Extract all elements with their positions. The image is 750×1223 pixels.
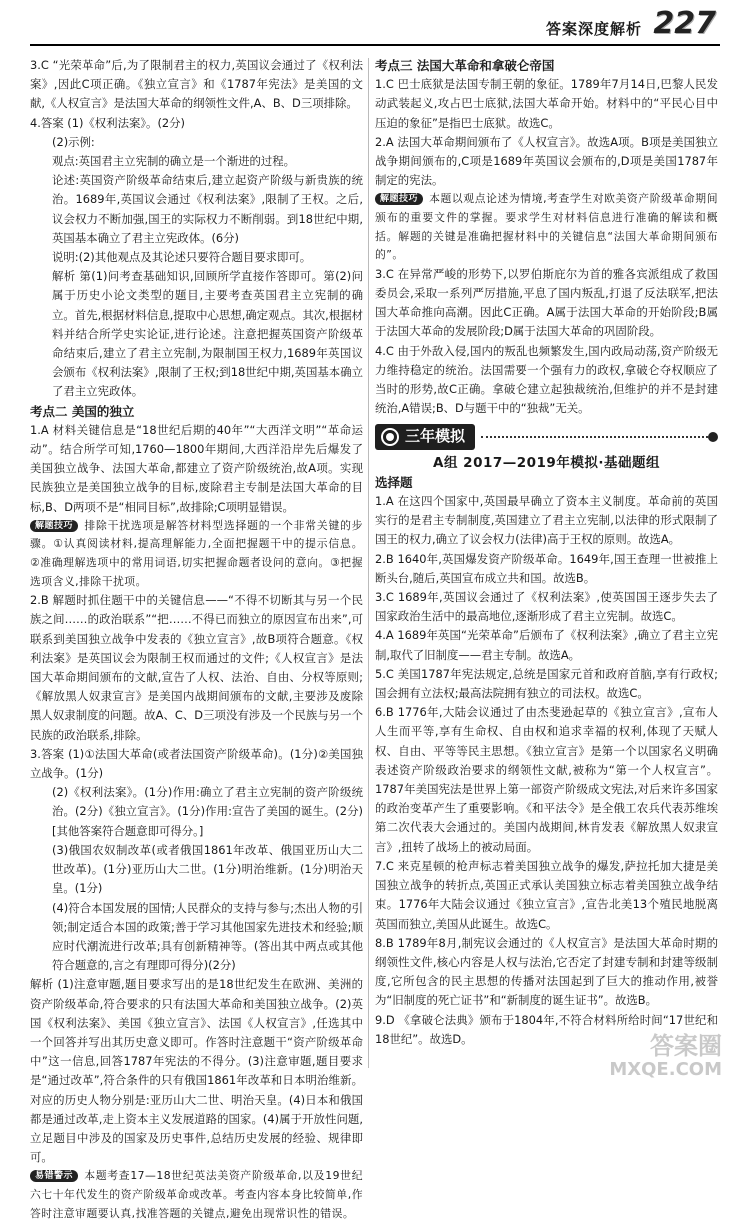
answer-4: 4.答案 (1)《权利法案》。(2分): [30, 115, 185, 130]
mock-q7: 7.C 来克星顿的枪声标志着美国独立战争的爆发,萨拉托加大捷是美国独立战争的转折点,英国正式承认美国独立标志着美国独立战争结束。1776年大陆会议通过《独立宣言》,宣告北美13个殖民地脱离英国而独立,美国从此诞生。故选C。: [375, 858, 718, 931]
answer-3-4: (4)符合本国发展的国情;人民群众的支持与参与;杰出人物的引领;制定适合本国的政策;善于学习其他国家先进技术和经验;顺应时代潮流进行改革;具有创新精神等。(答出其中两点或其他符合题意的,言之有理即可得分)(2分): [52, 900, 363, 973]
section-heading-3: 考点三 法国大革命和拿破仑帝国: [375, 58, 555, 73]
column-divider: [368, 58, 369, 1068]
header-rule: [30, 44, 720, 46]
mock-q5: 5.C 美国1787年宪法规定,总统是国家元首和政府首脑,享有行政权;国会拥有立法权;最高法院拥有独立的司法权。故选C。: [375, 666, 718, 701]
tip-badge-icon: 解题技巧: [30, 520, 78, 532]
site-watermark: [609, 1034, 722, 1082]
answer-r2a: 2.A 法国大革命期间颁布了《人权宣言》。故选A项。B项是美国独立战争期间颁布的,C项是1689年英国议会颁布的,D项是美国1787年制定的宪法。: [375, 134, 718, 188]
mock-q4: 4.A 1689年英国“光荣革命”后颁布了《权利法案》,确立了君主立宪制,取代了旧制度——君主专制。故选A。: [375, 628, 718, 662]
page-number: 227: [653, 6, 716, 41]
subsection-title: 选择题: [375, 474, 413, 490]
section-heading-2: 考点二 美国的独立: [30, 403, 135, 419]
banner-label: [375, 424, 475, 449]
answer-r3c: 3.C 在异常严峻的形势下,以罗伯斯庇尔为首的雅各宾派组成了救国委员会,采取一系列严厉措施,平息了国内叛乱,打退了反法联军,把法国大革命推向高潮。因此C正确。A属于法国大革命的开始阶段;B属于法国大革命的发展阶段;D属于法国大革命的巩固阶段。: [375, 266, 718, 339]
mock-q1: 1.A 在这四个国家中,英国最早确立了资本主义制度。革命前的英国实行的是君主专制制度,英国建立了君主立宪制,以法律的形式限制了国王的权力,确立了议会权力(法律)高于王权的原则。故选A。: [375, 494, 718, 547]
answer-3: 3.答案 (1)①法国大革命(或者法国资产阶级革命)。(1分)②美国独立战争。(1分): [30, 746, 363, 781]
header-section-title: 答案深度解析: [545, 20, 642, 38]
target-icon: [381, 428, 399, 446]
banner-text: 三年模拟: [405, 427, 466, 446]
answer-2b: 2.B 解题时抓住题干中的关键信息——“不得不切断其与另一个民族之间……的政治联系”“把……不得已而独立的原因宣布出来”,可联系到美国独立战争中发表的《独立宣言》,故B项符合题意。《权利法案》是英国议会为限制王权而通过的文件;《人权宣言》是法国大革命期间颁布的文献,宣告了人权、法治、自由、分权等原则;《解放黑人奴隶宣言》是美国内战期间颁布的文献,主要涉及废除黑人奴隶制度的问题。故A、C、D三项没有涉及一个民族与另一个民族的政治联系,排除。: [30, 593, 363, 742]
mock-q8: 8.B 1789年8月,制宪议会通过的《人权宣言》是法国大革命时期的纲领性文件,核心内容是人权与法治,它否定了封建专制和封建等级制度,它所包含的民主思想的传播对法国起到了巨大的推动作用,被誉为“旧制度的死亡证书”和“新制度的诞生证书”。故选B。: [375, 935, 718, 1008]
tip-text-2: 本题考查17—18世纪英法美资产阶级革命,以及19世纪六七十年代发生的资产阶级革命或改革。考查内容本身比较简单,作答时注意审题要认真,找准答题的关键点,避免出现常识性的错误。: [30, 1169, 363, 1220]
warning-badge-icon: 易错警示: [30, 1170, 78, 1182]
answer-3-analysis: 解析 (1)注意审题,题目要求写出的是18世纪发生在欧洲、美洲的资产阶级革命,符合要求的只有法国大革命和美国独立战争。(2)英国《权利法案》、美国《独立宣言》、法国《人权宣言》,任选其中一个回答并写出其历史意义即可。作答时注意题干“资产阶级革命中”这一信息,回答1787年宪法的不得分。(3)注意审题,题目要求是“通过改革”,符合条件的只有俄国1861年改革和日本明治维新。对应的历史人物分别是:亚历山大二世、明治天皇。(4)日本和俄国都是通过改革,走上资本主义发展道路的国家。(4)属于开放性问题,立足题目中涉及的国家及历史事件,总结历史发展的经验、规律即可。: [30, 977, 363, 1165]
mock-q6: 6.B 1776年,大陆会议通过了由杰斐逊起草的《独立宣言》,宣布人人生而平等,享有生命权、自由权和追求幸福的权利,体现了天赋人权、自由、平等等民主思想。《独立宣言》是第一个以国家名义明确表述资产阶级政治要求的纲领性文献,被称为“第一个人权宣言”。1787年美国宪法是世界上第一部资产阶级成文宪法,对后来许多国家的政治变革产生了重要影响。《和平法令》是全俄工农兵代表苏维埃第二次代表大会通过的。美国内战期间,林肯发表《解放黑人奴隶宣言》,扭转了战场上的被动局面。: [375, 705, 718, 854]
mock-q3: 3.C 1689年,英国议会通过了《权利法案》,使英国国王逐步失去了国家政治生活中的最高地位,逐渐形成了君主立宪制。故选C。: [375, 590, 718, 624]
answer-4-note: 说明:(2)其他观点及其论述只要符合题目要求即可。: [52, 250, 312, 265]
page-header: [0, 0, 750, 48]
banner-end-dot: [708, 432, 718, 442]
tip-text-3: 本题以观点论述为情境,考查学生对欧美资产阶级革命期间颁布的重要文件的掌握。要求学生对材料信息进行准确的解读和概括。解题的关键是准确把握材料中的关键信息“法国大革命期间颁布的”。: [375, 192, 718, 262]
tip-badge-icon: 解题技巧: [375, 193, 423, 205]
mock-q2: 2.B 1640年,英国爆发资产阶级革命。1649年,国王查理一世被推上断头台,随后,英国宣布成立共和国。故选B。: [375, 551, 718, 585]
watermark-url: MXQE.COM: [609, 1059, 722, 1080]
tip-block-2: [30, 1167, 363, 1223]
answer-3-3: (3)俄国农奴制改革(或者俄国1861年改革、俄国亚历山大二世改革)。(1分)亚历山大二世。(1分)明治维新。(1分)明治天皇。(1分): [52, 842, 363, 896]
tip-block-1: [30, 517, 363, 591]
answer-r1c: 1.C 巴士底狱是法国专制王朝的象征。1789年7月14日,巴黎人民发动武装起义,攻占巴士底狱,法国大革命开始。材料中的“平民心目中压迫的象征”是指巴士底狱。故选C。: [375, 77, 718, 130]
group-title: A组 2017—2019年模拟·基础题组: [433, 454, 660, 471]
answer-3c: 3.C “光荣革命”后,为了限制君主的权力,英国议会通过了《权利法案》,因此C项正确。《独立宣言》和《1787年宪法》是美国的文献,《人权宣言》是法国大革命的纲领性文件,A、B、D三项排除。: [30, 58, 363, 111]
right-column: [375, 56, 718, 1076]
left-column: [30, 56, 363, 1220]
answer-3-2: (2)《权利法案》。(1分)作用:确立了君主立宪制的资产阶级统治。(2分)《独立宣言》。(1分)作用:宣告了美国的诞生。(2分)[其他答案符合题意即可得分。]: [52, 785, 363, 838]
answer-4-2: (2)示例:: [52, 134, 95, 149]
mock-q9: 9.D 《拿破仑法典》颁布于1804年,不符合材料所给时间“17世纪和18世纪”。故选D。: [375, 1012, 718, 1046]
answer-4-argument: 论述:英国资产阶级革命结束后,建立起资产阶级与新贵族的统治。1689年,英国议会通过《权利法案》,限制了王权。之后,议会权力不断加强,国王的实际权力不断削弱。到18世纪中期,英国基本确立了君主立宪政体。(6分): [52, 173, 363, 245]
banner-dotted-line: [481, 436, 708, 438]
tip-text-1: 排除干扰选项是解答材料型选择题的一个非常关键的步骤。①认真阅读材料,提高理解能力,全面把握题干中的提示信息。②准确理解选项中的常用词语,切实把握命题者设问的意向。③把握选项含义,排除干扰项。: [30, 518, 363, 588]
answer-1a: 1.A 材料关键信息是“18世纪后期的40年”“大西洋文明”“革命运动”。结合所学可知,1760—1800年期间,大西洋沿岸先后爆发了美国独立战争、法国大革命,都建立了资产阶级统治,故A项。实现民族独立是美国独立战争的目标,废除君主专制是法国大革命的目标,B、D两项不是“相同目标”,故排除;C项明显错误。: [30, 422, 363, 514]
answer-4-analysis: 解析 第(1)问考查基础知识,回顾所学直接作答即可。第(2)问属于历史小论文类型的题目,主要考查英国君主立宪制的确立。首先,根据材料信息,提取中心思想,确定观点。其次,根据材料并结合所学史实论证,进行论述。注意把握英国资产阶级革命结束后,建立了君主立宪制,为限制国王权力,1689年英国议会颁布《权利法案》,限制了王权;到18世纪中期,英国基本确立了君主立宪政体。: [52, 269, 363, 399]
answer-r4c: 4.C 由于外敌入侵,国内的叛乱也频繁发生,国内政局动荡,资产阶级无力维持稳定的统治。法国需要一个强有力的政权,拿破仑夺权顺应了当时的形势,故C正确。拿破仑建立起独裁统治,但维护的并不是封建统治,A错误;B、D与题干中的“独裁”无关。: [375, 343, 718, 416]
answer-4-viewpoint: 观点:英国君主立宪制的确立是一个渐进的过程。: [52, 154, 296, 169]
tip-block-3: [375, 190, 718, 264]
three-year-banner: [375, 424, 718, 449]
watermark-logo-text: 答案圈: [650, 1032, 722, 1060]
